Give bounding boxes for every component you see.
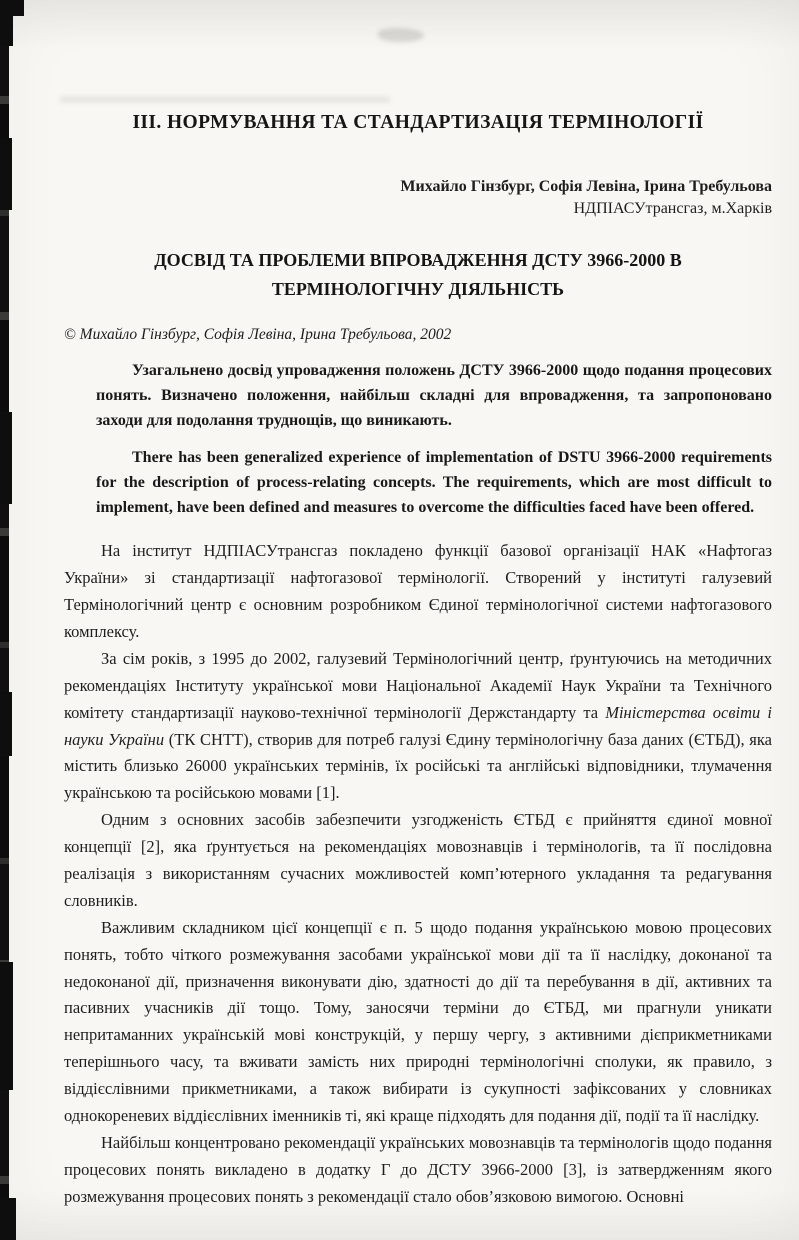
paragraph-text: За сім років, з 1995 до 2002, галузевий Термінологічний центр, ґрунтуючись на методичних рекомендаціях Інституту української мови Національної Академії Наук України та Технічного комітету стандартизації науково-технічної термінології Держстандарту та [64,648,772,722]
scan-edge-artifact [0,1198,16,1240]
copyright-line: © Михайло Гінзбург, Софія Левіна, Ірина Требульова, 2002 [64,325,452,343]
section-title: ІІІ. НОРМУВАННЯ ТА СТАНДАРТИЗАЦІЯ ТЕРМІНОЛОГІЇ [132,112,704,133]
scan-edge-artifact [0,138,12,210]
paragraph-text: (ТК СНТТ), створив для потреб галузі Єдину термінологічну база даних (ЄТБД), яка містить близько 26000 українських термінів, їх російські та англійські відповідники, тлумачення українською та російською мовами [1]. [64,729,772,803]
authors-line: Михайло Гінзбург, Софія Левіна, Ірина Требульова [400,178,772,195]
scan-edge-artifact [0,0,13,46]
body-paragraph-3: Одним з основних засобів забезпечити узгодженість ЄТБД є прийняття єдиної мовної концепції [2], яка ґрунтується на рекомендаціях мовознавців і термінологів, та її послідовна реалізація з використанням сучасних можливостей комп’ютерного укладання та редагування словників. [64,810,772,910]
scan-edge-artifact [0,962,13,1090]
scan-edge-artifact [0,692,12,756]
body-paragraph-2 [64,646,772,807]
scan-edge-artifact [0,412,12,504]
body-paragraph-4: Важливим складником цієї концепції є п. 5 щодо подання українською мовою процесових понять, тобто чіткого розмежування засобами української мови дії та її наслідку, доконаної та недоконаної дії, призначення виконувати дію, здатності до дії та перебування в дії, активних та пасивних учасників дії тощо. Тому, заносячи терміни до ЄТБД, ми прагнули уникати непритаманних українській мові конструкцій, у першу чергу, з активними дієприкметниками теперішнього часу, та вживати замість них природні термінологічні сполуки, як правило, з віддієслівними прикметниками, а також вибирати із сукупності зафіксованих у словниках однокореневих віддієслівних іменників ті, які краще підходять для подання дії, події та її наслідку. [64,917,772,1126]
paper-title: ДОСВІД ТА ПРОБЛЕМИ ВПРОВАДЖЕННЯ ДСТУ 3966-2000 В ТЕРМІНОЛОГІЧНУ ДІЯЛЬНІСТЬ [154,250,682,299]
affiliation-line: НДПІАСУтрансгаз, м.Харків [573,200,772,217]
abstract-english: There has been generalized experience of implementation of DSTU 3966-2000 requirements for the description of process-relating concepts. The requirements, which are most difficult to implement, have been defined and measures to overcome the difficulties faced have been offered. [96,449,772,517]
paragraph-text-italic: Міністерства освіти і науки України [64,702,772,749]
body-paragraph-1: На інститут НДПІАСУтрансгаз покладено функції базової організації НАК «Нафтогаз України» зі стандартизації нафтогазової термінології. Створений у інституті галузевий Термінологічний центр є основним розробником Єдиної термінологічної системи нафтогазового комплексу. [64,541,772,641]
body-paragraph-5: Найбільш концентровано рекомендації українських мовознавців та термінологів щодо подання процесових понять викладено в додатку Г до ДСТУ 3966-2000 [3], із затвердженням якого розмежування процесових понять з рекомендації стало обов’язковою вимогою. Основні [64,1132,772,1206]
page-content [64,0,772,1211]
abstract-ukrainian: Узагальнено досвід упровадження положень ДСТУ 3966-2000 щодо подання процесових понять. Визначено положення, найбільш складні для впровадження, та запропоновано заходи для подолання труднощів, що виникають. [96,361,772,429]
